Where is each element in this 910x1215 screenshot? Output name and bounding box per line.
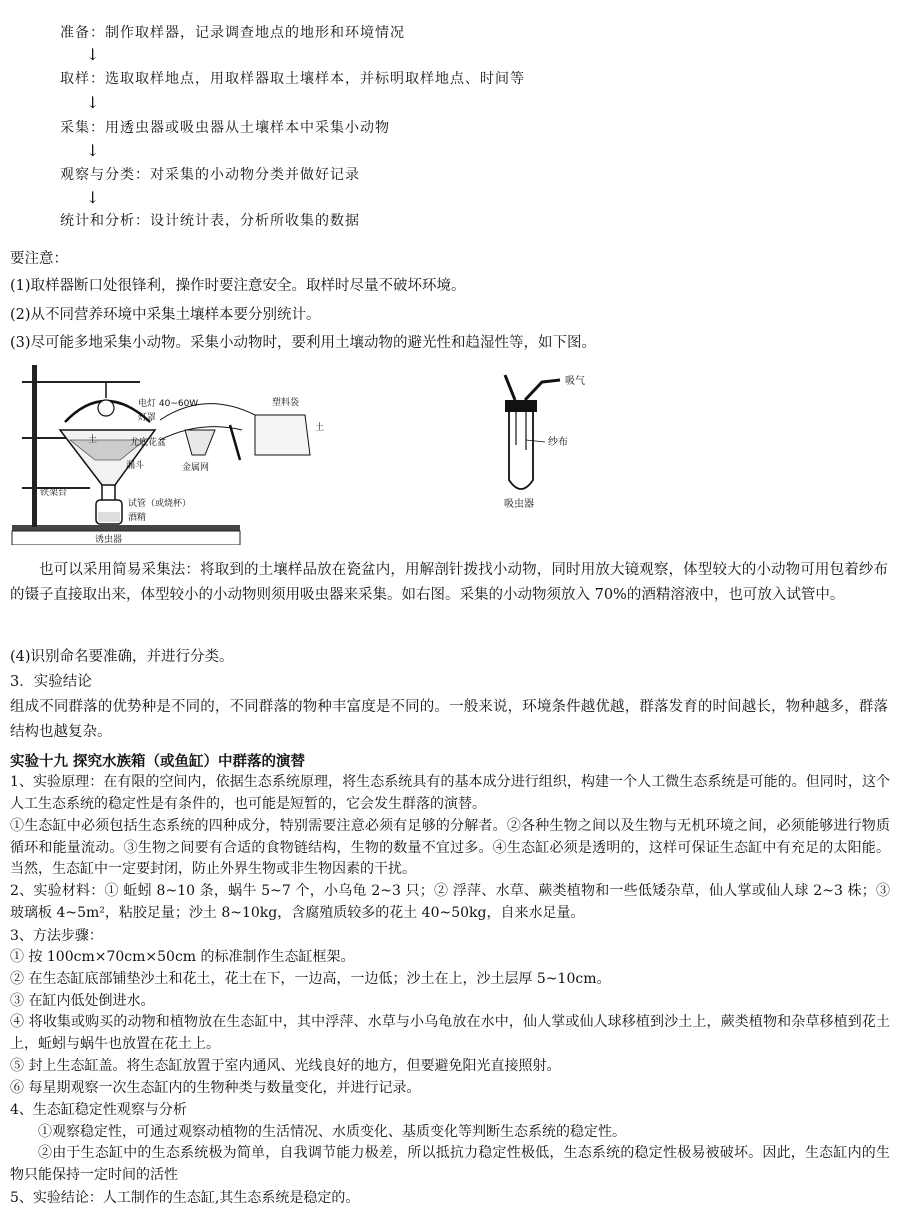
notes-heading: 要注意： (10, 251, 68, 267)
label-soil: 土 (315, 423, 325, 433)
label-bag: 塑料袋 (272, 398, 300, 408)
note-item: (1)取样器断口处很锋利，操作时要注意安全。取样时尽量不破坏环境。 (10, 278, 466, 294)
plastic-bag (255, 415, 310, 455)
bulb-icon (98, 400, 114, 416)
exp19-step: ⑤ 封上生态缸盖。将生态缸放置于室内通风、光线良好的地方，但要避免阳光直接照射。 (10, 1058, 561, 1074)
flow-step-sample: 取样：选取取样地点，用取样器取土壤样本，并标明取样地点、时间等 (60, 71, 525, 87)
label-lamp: 电灯 40~60W (138, 399, 199, 409)
label-gauze: 纱布 (548, 437, 568, 448)
flow-step-observe: 观察与分类：对采集的小动物分类并做好记录 (60, 167, 360, 183)
label-shade: 灯罩 (138, 413, 157, 423)
stand-base (12, 525, 240, 531)
label-berlese: 诱虫器 (95, 535, 123, 545)
conclusion-heading: 3．实验结论 (10, 674, 92, 690)
label-mesh: 金属网 (182, 463, 210, 473)
exp19-principle: 1、实验原理：在有限的空间内，依据生态系统原理，将生态系统具有的基本成分进行组织，构建一个人工微生态系统是可能的。但同时，这个人工生态系统的稳定性是有条件的，也可能是短暂的，它会发生群落的演替。 (10, 774, 890, 812)
flow-step-collect-text: 采集：用透虫器或吸虫器从土壤样本中采集小动物 (60, 120, 390, 136)
flow-step-prepare: 准备：制作取样器，记录调查地点的地形和环境情况 (60, 25, 405, 41)
stopper (505, 400, 537, 412)
exp19-step: ③ 在缸内低处倒进水。 (10, 993, 155, 1009)
stand-pole (32, 365, 37, 527)
exp19-stability-heading: 4、生态缸稳定性观察与分析 (10, 1102, 187, 1118)
label-funnel: 漏斗 (126, 461, 145, 471)
flow-step-analyze: 统计和分析：设计统计表，分析所收集的数据 (60, 213, 360, 229)
exp19-materials: 2、实验材料：① 蚯蚓 8~10 条，蜗牛 5~7 个，小乌龟 2~3 只；② 浮萍、水草、蕨类植物和一些低矮杂草，仙人掌或仙人球 2~3 株；③ 玻璃板 4~5m²，粘胶足量；沙土 8~10kg，含腐殖质较多的花土 40~50kg，自来水足量。 (10, 883, 890, 921)
note-item: (2)从不同营养环境中采集土壤样本要分别统计。 (10, 307, 321, 323)
label-alcohol: 酒精 (128, 513, 147, 523)
exp19-stability-item: ②由于生态缸中的生态系统极为简单，自我调节能力极差，所以抵抗力稳定性极低，生态系统的稳定性极易被破坏。因此，生态缸内的生物只能保持一定时间的活性 (10, 1145, 890, 1183)
aspirator-figure (490, 370, 610, 520)
flow-arrow: ↓ (86, 45, 100, 64)
exp19-steps-heading: 3、方法步骤： (10, 928, 103, 944)
exp19-result: 5、实验结论：人工制作的生态缸,其生态系统是稳定的。 (10, 1190, 360, 1206)
flow-step-collect (60, 117, 390, 137)
flow-arrow: ↓ (86, 188, 100, 207)
exp19-stability-item: ①观察稳定性，可通过观察动植物的生活情况、水质变化、基质变化等判断生态系统的稳定性。 (38, 1124, 626, 1140)
para-simple-method: 也可以采用简易采集法：将取到的土壤样品放在瓷盆内，用解剖针拨找小动物，同时用放大镜观察，体型较大的小动物可用包着纱布的镊子直接取出来，体型较小的小动物则须用吸虫器来采集。如右图。采集的小动物须放入 70%的酒精溶液中，也可放入试管中。 (10, 562, 888, 603)
label-aspirator: 吸虫器 (504, 499, 534, 510)
flow-arrow: ↓ (86, 141, 100, 160)
label-suck: 吸气 (565, 376, 585, 387)
flow-arrow: ↓ (86, 93, 100, 112)
aspirator-tube (509, 412, 533, 489)
berlese-funnel-figure (10, 360, 350, 545)
exp19-step: ② 在生态缸底部铺垫沙土和花土，花土在下，一边高，一边低；沙土在上，沙土层厚 5~10cm。 (10, 971, 611, 987)
exp19-title: 实验十九 探究水族箱（或鱼缸）中群落的演替 (10, 754, 306, 770)
exp19-principle-detail: ①生态缸中必须包括生态系统的四种成分，特别需要注意必须有足够的分解者。②各种生物之间以及生物与无机环境之间，必须能够进行物质循环和能量流动。③生物之间要有合适的食物链结构，生物的数量不宜过多。④生态缸必须是透明的，这样可保证生态缸中有充足的太阳能。当然，生态缸中一定要封闭，防止外界生物或非生物因素的干扰。 (10, 818, 890, 877)
conclusion-text: 组成不同群落的优势种是不同的，不同群落的物种丰富度是不同的。一般来说，环境条件越优越，群落发育的时间越长，物种越多，群落结构也越复杂。 (10, 699, 888, 740)
label-pot: 尤底花盆 (130, 438, 167, 448)
exp19-step: ⑥ 每星期观察一次生态缸内的生物种类与数量变化，并进行记录。 (10, 1080, 421, 1096)
label-soil-funnel: 土 (88, 435, 98, 445)
label-tube: 试管（或烧杯） (128, 499, 192, 509)
note-item: (3)尽可能多地采集小动物。采集小动物时，要利用土壤动物的避光性和趋湿性等，如下图。 (10, 335, 597, 351)
exp19-step: ① 按 100cm×70cm×50cm 的标准制作生态缸框架。 (10, 949, 355, 965)
label-stand: 铁架台 (40, 488, 68, 498)
exp19-step: ④ 将收集或购买的动物和植物放在生态缸中，其中浮萍、水草与小乌龟放在水中，仙人掌或仙人球移植到沙土上，蕨类植物和杂草移植到花土上，蚯蚓与蜗牛也放置在花土上。 (10, 1014, 890, 1052)
note-item-4: (4)识别命名要准确，并进行分类。 (10, 649, 234, 665)
